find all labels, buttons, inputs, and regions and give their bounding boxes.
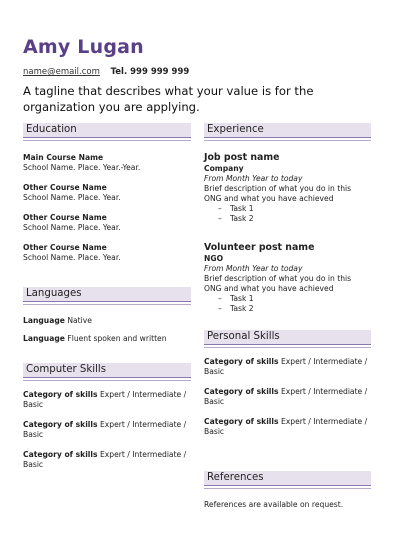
computer-skill-item [23,450,191,470]
skill-levels: Expert / Intermediate / Basic [204,387,368,406]
computer-skill-item [23,420,191,440]
language-label: Language [23,334,65,343]
organization-name: NGO [204,254,224,263]
section-heading-education: Education [23,123,191,138]
education-item [23,213,191,233]
school-detail: School Name. Place. Year. [23,253,121,262]
references-text: References are available on request. [204,500,344,509]
section-heading-personal-skills: Personal Skills [204,330,371,345]
skill-category: Category of skills [23,420,98,429]
education-item [23,183,191,203]
section-heading-references: References [204,471,371,486]
job-post-name: Job post name [204,152,280,163]
email-link[interactable]: name@email.com [23,67,100,77]
task-item: – Task 1 [218,294,254,303]
skill-category: Category of skills [204,417,279,426]
language-label: Language [23,316,65,325]
section-heading-computer-skills: Computer Skills [23,363,191,378]
skill-category: Category of skills [23,390,98,399]
tagline: A tagline that describes what your value is for the organization you are applying. [23,84,314,114]
personal-skill-item [204,387,371,407]
contact-line [23,67,189,77]
personal-skill-item [204,357,371,377]
organization-name: Company [204,164,244,173]
skill-category: Category of skills [204,357,279,366]
job-post-name: Volunteer post name [204,242,315,253]
education-item [23,243,191,263]
computer-skill-item [23,390,191,410]
school-detail: School Name. Place. Year. [23,223,121,232]
skill-levels: Expert / Intermediate / Basic [23,450,187,469]
phone-number: Tel. 999 999 999 [110,67,190,77]
education-item [23,153,191,173]
skill-levels: Expert / Intermediate / Basic [23,420,187,439]
experience-item [204,152,371,224]
skill-levels: Expert / Intermediate / Basic [23,390,187,409]
school-detail: School Name. Place. Year. [23,193,121,202]
job-period: From Month Year to today [204,264,303,273]
language-level: Native [67,316,92,325]
task-item: – Task 2 [218,304,254,313]
skill-levels: Expert / Intermediate / Basic [204,357,368,376]
section-heading-experience: Experience [204,123,371,138]
task-item: – Task 2 [218,214,254,223]
job-description: Brief description of what you do in this ONG and what you have achieved [204,184,352,203]
skill-category: Category of skills [23,450,98,459]
personal-skill-item [204,417,371,437]
skill-levels: Expert / Intermediate / Basic [204,417,368,436]
skill-category: Category of skills [204,387,279,396]
right-column [204,123,371,510]
experience-item [204,242,371,314]
section-heading-languages: Languages [23,287,191,302]
course-name: Main Course Name [23,153,104,162]
job-description: Brief description of what you do in this ONG and what you have achieved [204,274,352,293]
course-name: Other Course Name [23,213,107,222]
course-name: Other Course Name [23,243,107,252]
language-level: Fluent spoken and written [67,334,167,343]
candidate-name: Amy Lugan [23,36,144,58]
job-period: From Month Year to today [204,174,303,183]
language-item [23,316,191,326]
school-detail: School Name. Place. Year.-Year. [23,163,141,172]
task-item: – Task 1 [218,204,254,213]
left-column [23,123,191,470]
course-name: Other Course Name [23,183,107,192]
language-item [23,334,191,344]
